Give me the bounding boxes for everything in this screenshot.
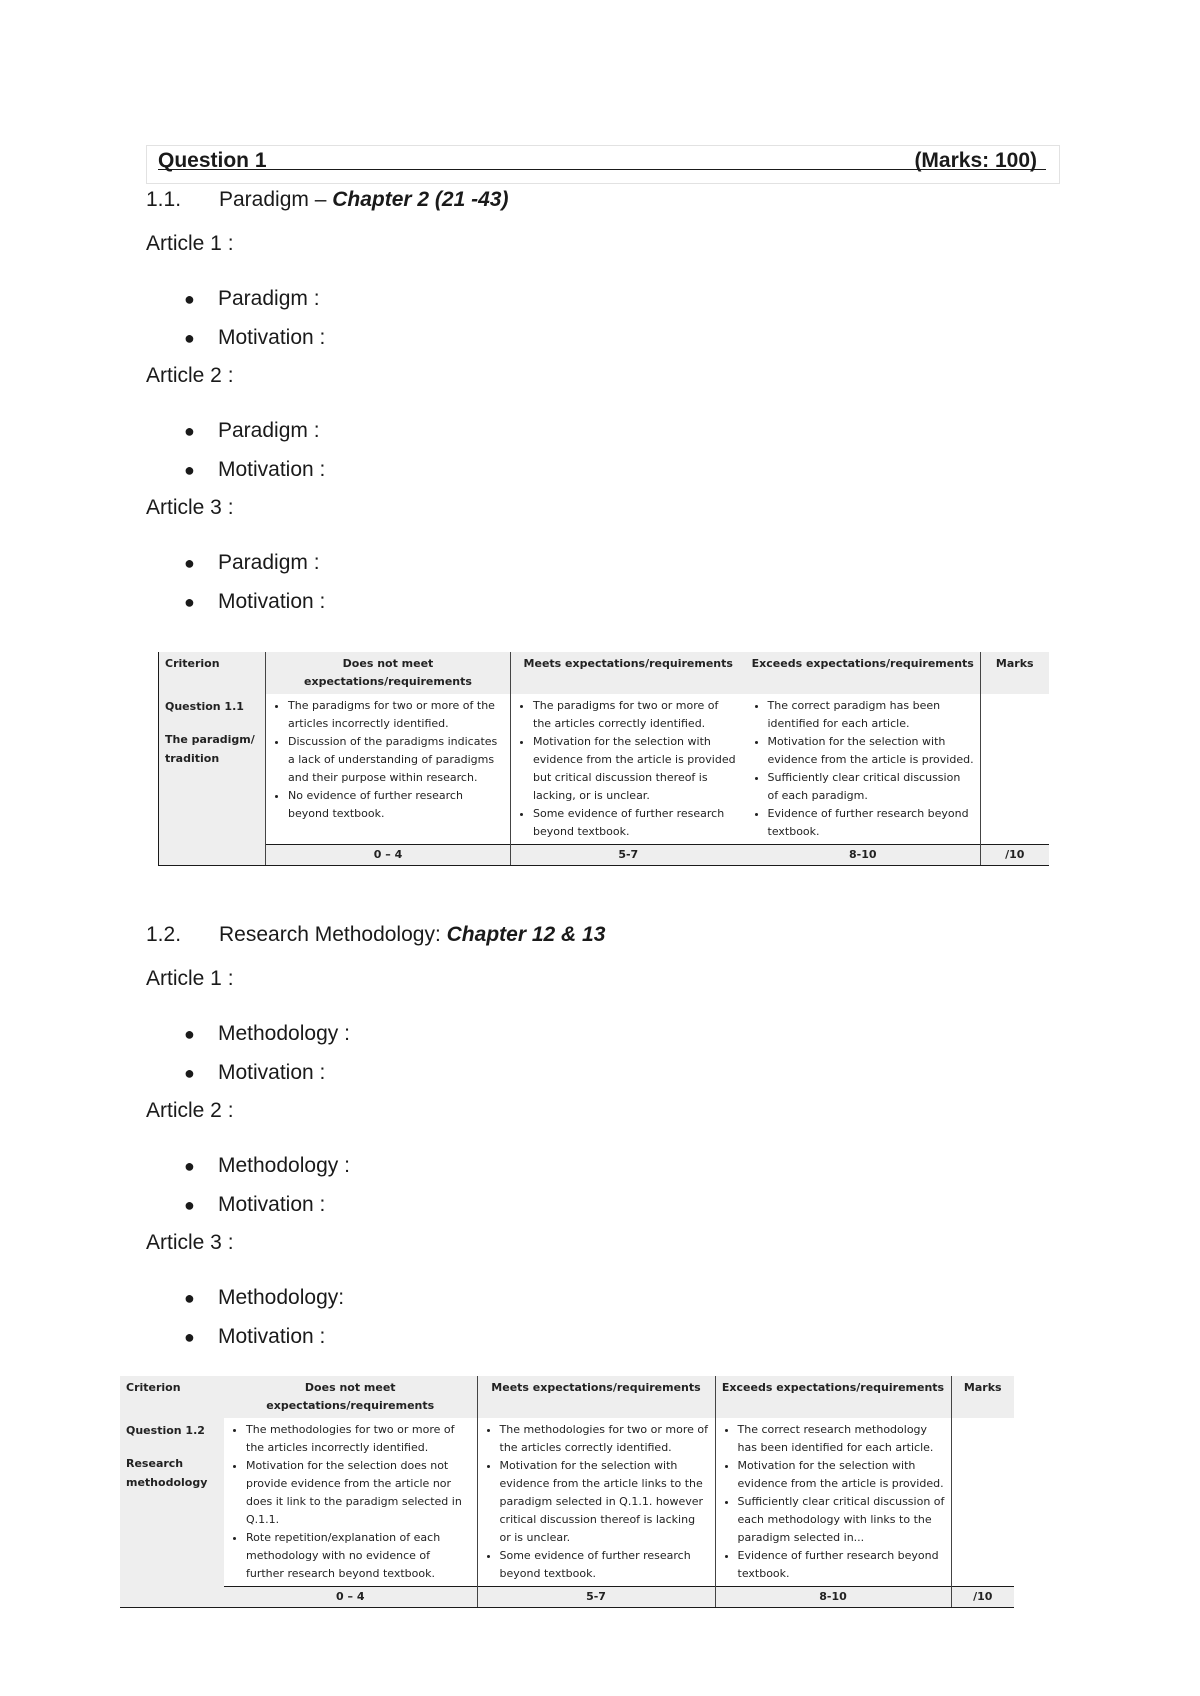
rubric-body-row [159, 694, 1049, 845]
question-title: Question 1 [158, 149, 267, 172]
rubric-cell-marks [951, 1418, 1014, 1587]
rubric-header: Exceeds expectations/requirements [715, 1376, 951, 1418]
rubric-header: Marks [951, 1376, 1014, 1418]
score-total: /10 [951, 1587, 1014, 1608]
rubric-cell-does-not-meet [266, 694, 511, 845]
list-item: • The paradigms for two or more of the articles correctly identified. [533, 697, 740, 733]
bullet-icon: ● [184, 553, 195, 573]
rubric-table [158, 652, 1049, 866]
rubric-cell-marks [981, 694, 1049, 845]
article-label: Article 2 : [146, 1099, 234, 1122]
chapter-reference: Chapter 2 (21 -43) [332, 188, 509, 211]
bullet-icon: ● [184, 460, 195, 480]
list-item: • Motivation for the selection with evidence from the article is provided. [738, 1457, 945, 1493]
bullet-icon: ● [184, 1063, 195, 1083]
bullet-icon: ● [184, 1195, 195, 1215]
rubric-score-empty [159, 845, 266, 866]
list-item: • Some evidence of further research beyond textbook. [500, 1547, 709, 1583]
list-item: • Evidence of further research beyond textbook. [738, 1547, 945, 1583]
rubric-header: Meets expectations/requirements [477, 1376, 715, 1418]
rubric-criterion [159, 694, 266, 845]
list-item: • The correct paradigm has been identified for each article. [768, 697, 975, 733]
article-label: Article 1 : [146, 232, 234, 255]
article-label: Article 2 : [146, 364, 234, 387]
list-item: • Some evidence of further research beyond textbook. [533, 805, 740, 841]
rubric-header: Meets expectations/requirements [511, 652, 746, 694]
score-range: 8-10 [746, 845, 981, 866]
rubric-header: Criterion [159, 652, 266, 694]
list-item: • Motivation for the selection with evidence from the article is provided but critical discussion thereof is lacking, or is unclear. [533, 733, 740, 805]
bullet-icon: ● [184, 1156, 195, 1176]
bullet-icon: ● [184, 1024, 195, 1044]
rubric-header: Marks [981, 652, 1049, 694]
criterion-code: Question 1.1 [165, 700, 244, 713]
bullet-icon: ● [184, 1288, 195, 1308]
list-item: • Evidence of further research beyond textbook. [768, 805, 975, 841]
rubric-cell-meets [511, 694, 746, 845]
score-range: 5-7 [511, 845, 746, 866]
criterion-name: Research methodology [126, 1457, 208, 1489]
rubric-body-row [120, 1418, 1014, 1587]
rubric-cell-exceeds [746, 694, 981, 845]
list-item: • Rote repetition/explanation of each methodology with no evidence of further research beyond textbook. [246, 1529, 471, 1583]
article-label: Article 3 : [146, 1231, 234, 1254]
section-number: 1.2. [146, 923, 182, 946]
rubric-score-row [120, 1587, 1014, 1608]
rubric-header: Exceeds expectations/requirements [746, 652, 981, 694]
list-item: • Sufficiently clear critical discussion of each paradigm. [768, 769, 975, 805]
rubric-score-empty [120, 1587, 224, 1608]
score-range: 5-7 [477, 1587, 715, 1608]
question-marks: (Marks: 100) [914, 149, 1037, 172]
bullet-icon: ● [184, 421, 195, 441]
list-item: • The methodologies for two or more of the articles incorrectly identified. [246, 1421, 471, 1457]
rubric-header-row [120, 1376, 1014, 1418]
list-item: • No evidence of further research beyond textbook. [288, 787, 504, 823]
rubric-cell-meets [477, 1418, 715, 1587]
list-item: • Discussion of the paradigms indicates a lack of understanding of paradigms and their purpose within research. [288, 733, 504, 787]
rubric-header: Does not meet expectations/requirements [224, 1376, 477, 1418]
bullet-icon: ● [184, 289, 195, 309]
header-underline [158, 169, 1046, 170]
score-range: 0 – 4 [224, 1587, 477, 1608]
list-item: • The correct research methodology has been identified for each article. [738, 1421, 945, 1457]
section-number: 1.1. [146, 188, 182, 211]
section-title: Research Methodology: Chapter 12 & 13 [219, 923, 606, 946]
list-item: • The methodologies for two or more of the articles correctly identified. [500, 1421, 709, 1457]
list-item: • Sufficiently clear critical discussion of each methodology with links to the paradigm selected in... [738, 1493, 945, 1547]
bullet-icon: ● [184, 1327, 195, 1347]
bullet-icon: ● [184, 592, 195, 612]
criterion-code: Question 1.2 [126, 1424, 205, 1437]
question-header [146, 145, 1060, 184]
rubric-cell-exceeds [715, 1418, 951, 1587]
rubric-table [120, 1376, 1014, 1608]
bullet-icon: ● [184, 328, 195, 348]
rubric-score-row [159, 845, 1049, 866]
article-label: Article 1 : [146, 967, 234, 990]
list-item: • Motivation for the selection with evidence from the article links to the paradigm selected in Q.1.1. however critical discussion thereof is lacking or is unclear. [500, 1457, 709, 1547]
score-range: 0 – 4 [266, 845, 511, 866]
rubric-criterion [120, 1418, 224, 1587]
chapter-reference: Chapter 12 & 13 [446, 923, 606, 946]
rubric-header-row [159, 652, 1049, 694]
rubric-header: Does not meet expectations/requirements [266, 652, 511, 694]
criterion-name: The paradigm/ tradition [165, 733, 255, 765]
article-label: Article 3 : [146, 496, 234, 519]
list-item: • The paradigms for two or more of the articles incorrectly identified. [288, 697, 504, 733]
rubric-cell-does-not-meet [224, 1418, 477, 1587]
score-range: 8-10 [715, 1587, 951, 1608]
section-title: Paradigm – Chapter 2 (21 -43) [219, 188, 509, 211]
list-item: • Motivation for the selection with evidence from the article is provided. [768, 733, 975, 769]
score-total: /10 [981, 845, 1049, 866]
rubric-header: Criterion [120, 1376, 224, 1418]
list-item: • Motivation for the selection does not provide evidence from the article nor does it link to the paradigm selected in Q.1.1. [246, 1457, 471, 1529]
